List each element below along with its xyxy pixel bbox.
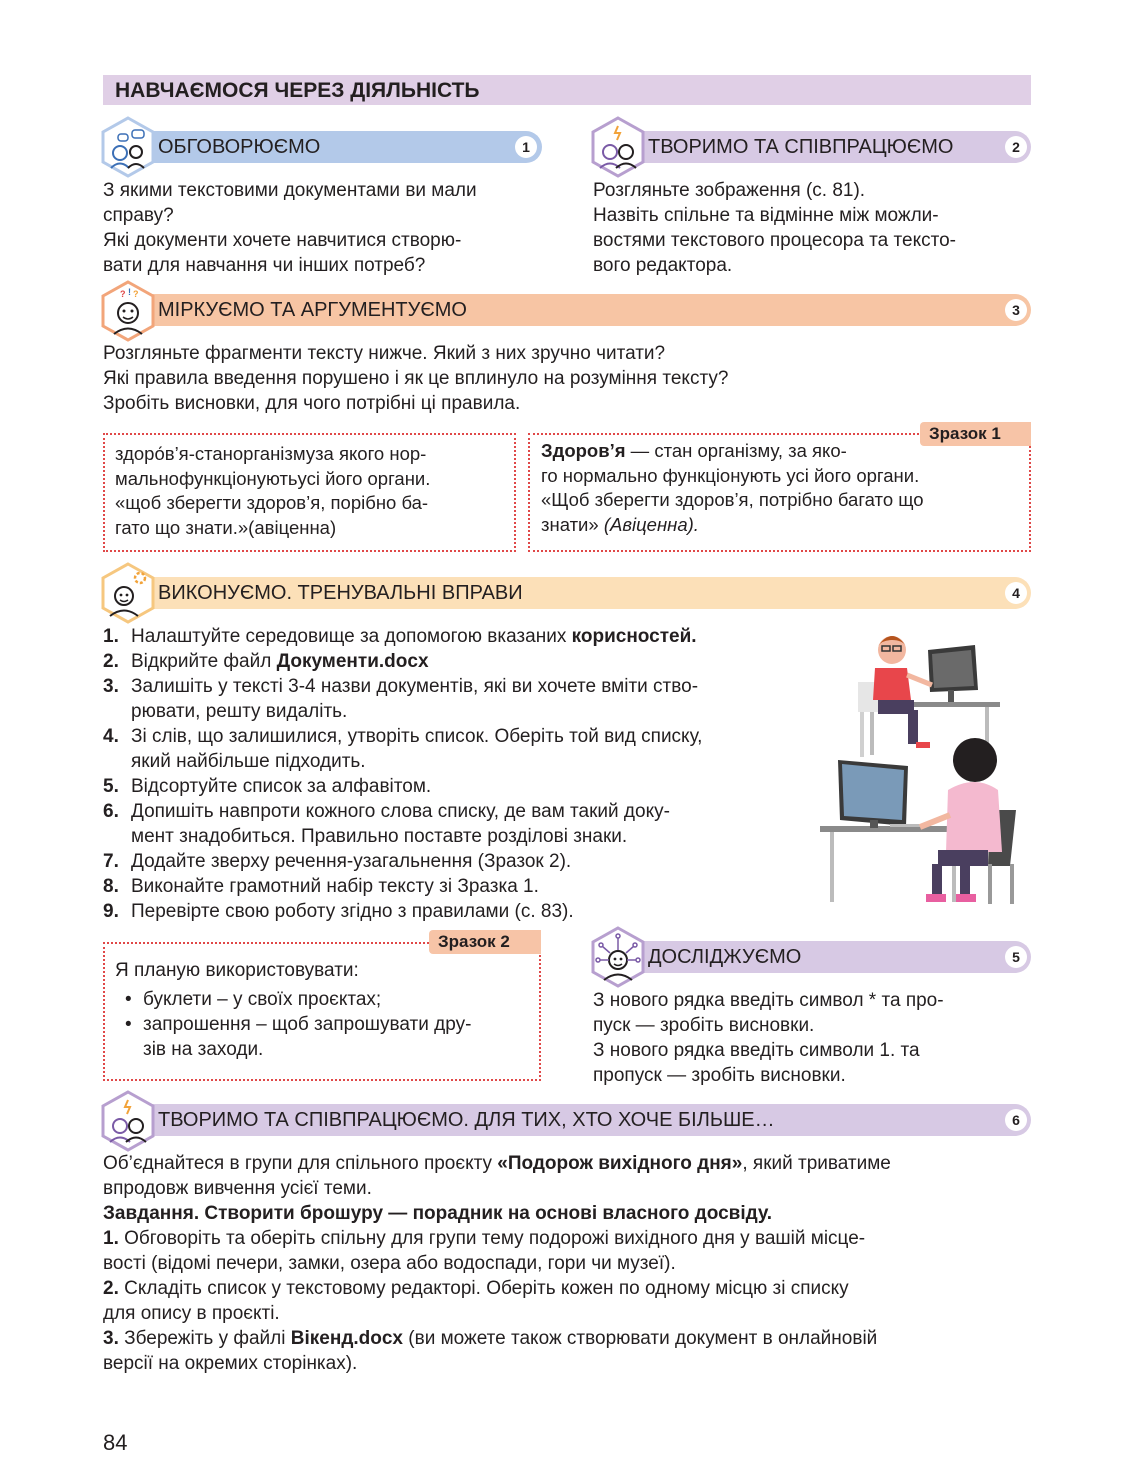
bad-text-example: здоро́в’я-станорганізмуза якого нор- мальнофункціонуютьусі його органи. «щоб зберегти здоров’я, порібно ба- гато що знати.»(авіценна) [115, 443, 431, 538]
list-item: • буклети – у своїх проєктах; [115, 987, 471, 1012]
sample-1-label: Зразок 1 [920, 422, 1031, 446]
task-list [103, 624, 702, 924]
thinking-icon [100, 280, 156, 342]
svg-text:!: ! [128, 287, 131, 297]
collaboration-icon [590, 116, 646, 178]
section-2-number: 2 [1005, 136, 1027, 158]
task-heading: Завдання. Створити брошуру — порадник на основі власного досвіду. [103, 1203, 773, 1224]
discussion-icon [100, 116, 156, 178]
section-6-title: ТВОРИМО ТА СПІВПРАЦЮЄМО. ДЛЯ ТИХ, ХТО ХОЧЕ БІЛЬШЕ… [158, 1109, 775, 1131]
gear-person-icon [100, 562, 156, 624]
section-2-text: Розгляньте зображення (с. 81). Назвіть спільне та відмінне між можли- востями текстового процесора та тексто- вого редактора. [593, 180, 956, 276]
section-5-text: З нового рядка введіть символ * та про- пуск — зробіть висновки. З нового рядка введіть символи 1. та пропуск — зробіть висновки. [593, 990, 944, 1086]
section-1-text: З якими текстовими документами ви мали справу? Які документи хочете навчитися створю- вати для навчання чи інших потреб? [103, 180, 477, 276]
collaboration-icon [100, 1090, 156, 1152]
task-item: 7. Додайте зверху речення-узагальнення (Зразок 2). [103, 851, 572, 872]
task-item: 3. Залишіть у тексті 3-4 назви документів, які ви хочете вміти ство- рювати, решту видаліть. [103, 676, 699, 722]
research-icon [590, 926, 646, 988]
sample-2-list [115, 987, 471, 1062]
task-item: 5. Відсортуйте список за алфавітом. [103, 776, 432, 797]
section-3-title: МІРКУЄМО ТА АРГУМЕНТУЄМО [158, 299, 467, 321]
section-5-title: ДОСЛІДЖУЄМО [648, 946, 802, 968]
sample-2-text: Я планую використовувати: • буклети – у своїх проєктах; • запрошення – щоб запрошувати дру- зів на заходи. [115, 958, 471, 1062]
task-item: 9. Перевірте свою роботу згідно з правилами (с. 83). [103, 901, 574, 922]
task-item: 1. Налаштуйте середовище за допомогою вказаних корисностей. [103, 626, 697, 647]
task-item: 4. Зі слів, що залишилися, утворіть список. Оберіть той вид списку, який найбільше підходить. [103, 726, 703, 772]
section-2-title: ТВОРИМО ТА СПІВПРАЦЮЄМО [648, 136, 954, 158]
sample-1-text: Здоров’я — стан організму, за яко- го нормально функціонують усі його органи. «Щоб зберегти здоров’я, потрібно багато що знати» (Авіценна). [541, 440, 924, 535]
kids-at-computers-illustration [820, 630, 1032, 912]
section-6-text: Об’єднайтеся в групи для спільного проєкту «Подорож вихідного дня», який триватиме впродовж вивчення усієї теми. Завдання. Створити брошуру — порадник на основі власного досвіду. 1. Обговоріть та оберіть спільну для групи тему подорожі вихідного дня у вашій місце- вості (відомі печери, замки, озера або водоспади, гори чи музеї). 2. Складіть список у текстовому редакторі. Оберіть кожен по одному місцю зі списку для опису в проєкті. 3. Збережіть у файлі Вікенд.docx (ви можете також створювати документ в онлайновій версії на окремих сторінках). [103, 1153, 891, 1374]
section-6-number: 6 [1005, 1109, 1027, 1131]
page-section-title: НАВЧАЄМОСЯ ЧЕРЕЗ ДІЯЛЬНІСТЬ [103, 75, 1031, 105]
task-item: 6. Допишіть навпроти кожного слова списку, де вам такий доку- мент знадобиться. Правильно поставте розділові знаки. [103, 801, 670, 847]
sample-2-label: Зразок 2 [429, 930, 541, 954]
section-3-number: 3 [1005, 299, 1027, 321]
svg-text:?: ? [133, 289, 139, 299]
svg-text:?: ? [120, 289, 126, 299]
section-4-number: 4 [1005, 582, 1027, 604]
section-1-number: 1 [515, 136, 537, 158]
page-number: 84 [103, 1430, 128, 1455]
section-4-title: ВИКОНУЄМО. ТРЕНУВАЛЬНІ ВПРАВИ [158, 582, 523, 604]
list-item: • запрошення – щоб запрошувати дру- зів на заходи. [115, 1012, 471, 1062]
section-5-number: 5 [1005, 946, 1027, 968]
section-3-text: Розгляньте фрагменти тексту нижче. Який з них зручно читати? Які правила введення порушено і як це вплинуло на розуміння тексту? Зробіть висновки, для чого потрібні ці правила. [103, 343, 729, 414]
task-item: 8. Виконайте грамотний набір тексту зі Зразка 1. [103, 876, 539, 897]
task-item: 2. Відкрийте файл Документи.docx [103, 651, 429, 672]
section-1-title: ОБГОВОРЮЄМО [158, 136, 321, 158]
